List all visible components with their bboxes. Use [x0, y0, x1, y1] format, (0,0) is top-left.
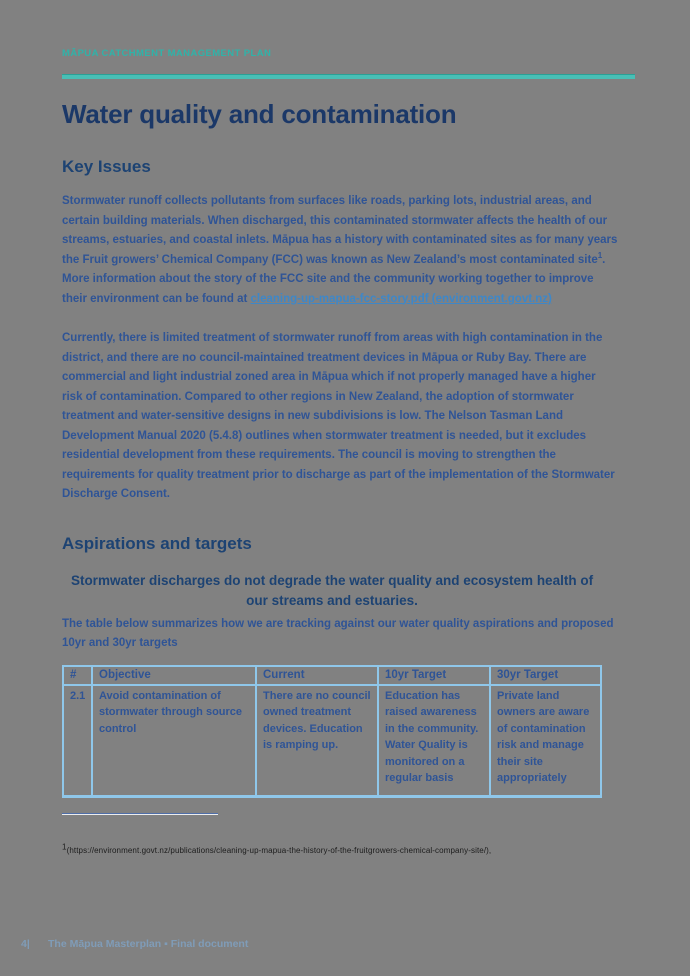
key-issues-heading: Key Issues: [62, 157, 151, 176]
cell-30yr-target: Private land owners are aware of contamination risk and manage their site appropriately: [490, 685, 601, 797]
header-30yr-target: 30yr Target: [490, 666, 601, 685]
page-content: [62, 0, 635, 855]
cell-objective: Avoid contamination of stormwater through source control: [92, 685, 256, 797]
footnote-reference: 1: [597, 250, 603, 260]
page-title: Water quality and contamination: [62, 99, 457, 129]
footer-title: The Māpua Masterplan ▪ Final document: [48, 938, 249, 950]
paragraph-1-text-continued: . More information about the story of the FCC site and the community working together to improve their environment can be found at: [62, 253, 606, 305]
footnote-marker: 1: [62, 842, 67, 852]
cell-current: There are no council owned treatment devices. Education is ramping up.: [256, 685, 378, 797]
targets-table: [62, 665, 602, 799]
header-objective: Objective: [92, 666, 256, 685]
header-rule: [62, 74, 635, 79]
header-current: Current: [256, 666, 378, 685]
footnote-url: (https://environment.govt.nz/publications/cleaning-up-mapua-the-history-of-the-fruitgrowers-chemical-company-site/),: [66, 846, 492, 855]
table-header-row: [63, 666, 601, 685]
fcc-story-link[interactable]: cleaning-up-mapua-fcc-story.pdf (environment.govt.nz): [250, 292, 552, 305]
key-issues-paragraph-1: [62, 192, 618, 309]
document-kicker: MĀPUA CATCHMENT MANAGEMENT PLAN: [62, 48, 272, 59]
header-number: #: [63, 666, 92, 685]
key-issues-paragraph-2: Currently, there is limited treatment of stormwater runoff from areas with high contamination in the district, and there are no council-maintained treatment devices in Māpua or Ruby Bay. There are commercial and light industrial zoned area in Māpua which if not properly managed have a higher risk of contamination. Compared to other regions in New Zealand, the adoption of stormwater treatment and water-sensitive designs in new subdivisions is low. The Nelson Tasman Land Development Manual 2020 (5.4.8) outlines when stormwater treatment is needed, but it excludes residential development from these requirements. The council is moving to strengthen the requirements for quality treatment prior to discharge as part of the implementation of the Stormwater Discharge Consent.: [62, 332, 615, 500]
aspiration-statement: Stormwater discharges do not degrade the water quality and ecosystem health of our streams and estuaries.: [70, 572, 594, 608]
page-number: 4|: [21, 938, 30, 950]
table-intro-text: The table below summarizes how we are tracking against our water quality aspirations and proposed 10yr and 30yr targets: [62, 617, 614, 649]
aspirations-heading: Aspirations and targets: [62, 533, 252, 553]
paragraph-1-text: Stormwater runoff collects pollutants from surfaces like roads, parking lots, industrial areas, and certain building materials. When discharged, this contaminated stormwater affects the health of our streams, estuaries, and coastal inlets. Māpua has a history with contaminated sites as for many years the Fruit growers’ Chemical Company (FCC) was known as New Zealand’s most contaminated site: [62, 195, 618, 266]
cell-number: 2.1: [63, 685, 92, 797]
footnote-separator: [62, 813, 218, 815]
footnote-text: [62, 842, 635, 855]
table-row: [63, 685, 601, 797]
header-10yr-target: 10yr Target: [378, 666, 490, 685]
cell-10yr-target: Education has raised awareness in the community. Water Quality is monitored on a regular basis: [378, 685, 490, 797]
